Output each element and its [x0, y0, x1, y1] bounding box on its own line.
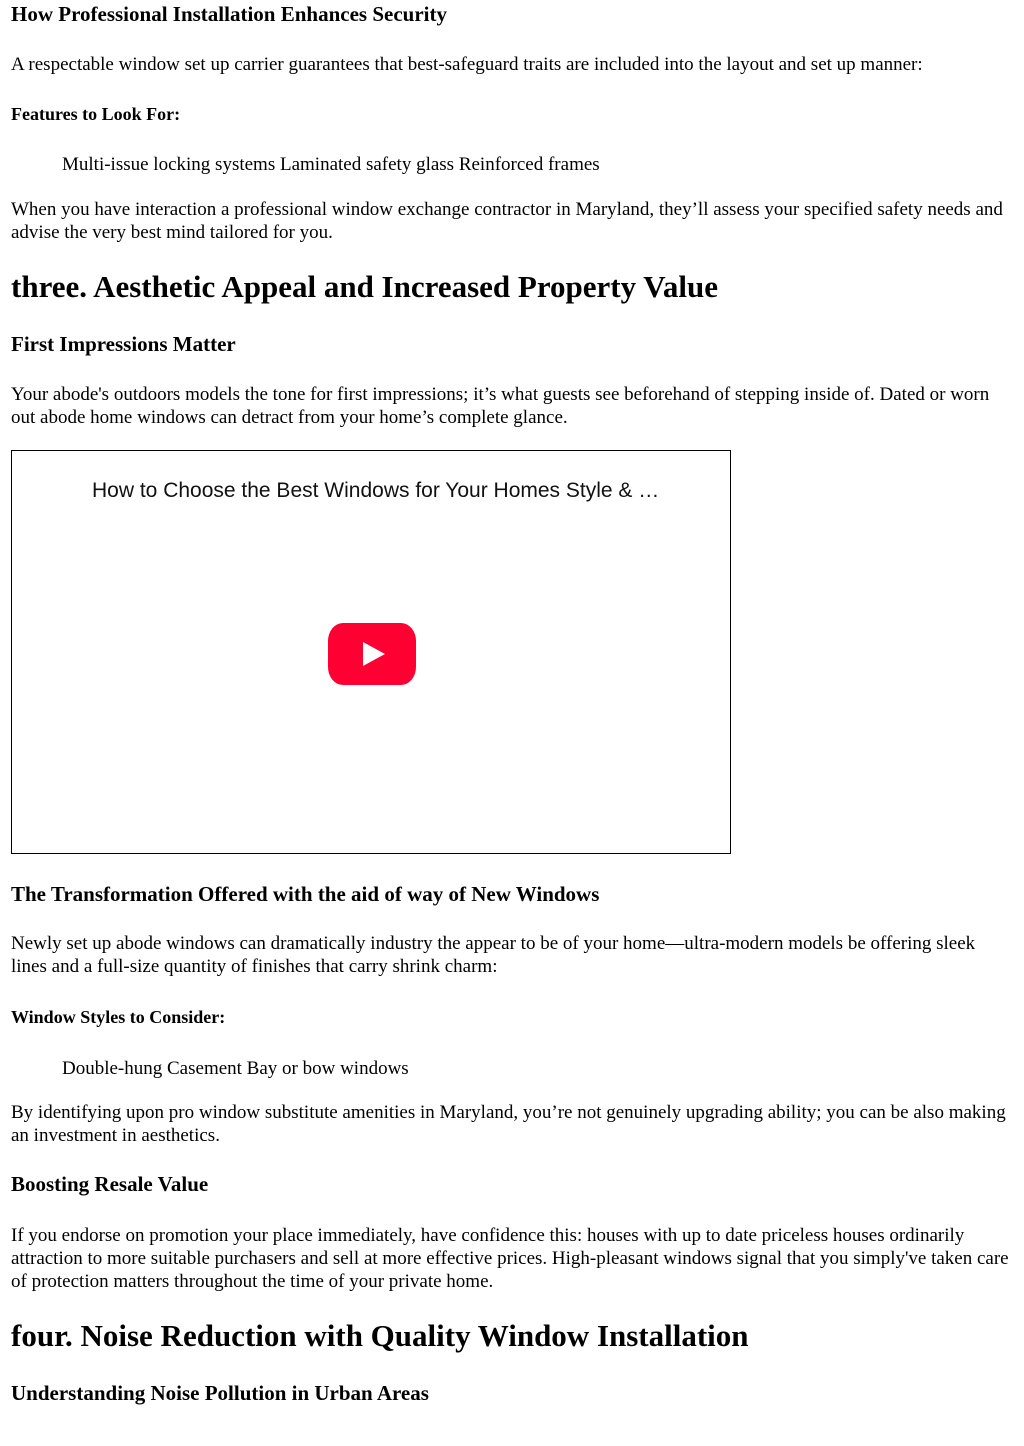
- play-icon: [328, 623, 416, 685]
- first-impressions-heading: First Impressions Matter: [11, 332, 236, 356]
- security-heading: How Professional Installation Enhances Security: [11, 2, 447, 26]
- transformation-text: Newly set up abode windows can dramatically industry the appear to be of your home—ultra-modern models be offering sleek lines and a full-size quantity of finishes that carry shrink charm:: [11, 933, 976, 977]
- first-impressions-text: Your abode's outdoors models the tone for first impressions; it’s what guests see beforehand of stepping inside of. Dated or worn out abode home windows can detract from your home’s complete glance.: [11, 384, 990, 428]
- features-list: Multi-issue locking systems Laminated safety glass Reinforced frames: [62, 154, 600, 175]
- security-intro: A respectable window set up carrier guarantees that best-safeguard traits are included into the layout and set up manner:: [11, 54, 923, 75]
- resale-heading: Boosting Resale Value: [11, 1172, 209, 1196]
- styles-label: Window Styles to Consider:: [11, 1007, 226, 1027]
- noise-heading: four. Noise Reduction with Quality Window Installation: [11, 1318, 749, 1353]
- noise-subheading: Understanding Noise Pollution in Urban Areas: [11, 1381, 429, 1405]
- resale-text: If you endorse on promotion your place immediately, have confidence this: houses with up to date priceless houses ordinarily attraction to more suitable purchasers and sell at more effective prices. High-pleasant windows signal that you simply've taken care of protection matters throughout the time of your private home.: [11, 1225, 1009, 1292]
- video-title[interactable]: How to Choose the Best Windows for Your Homes Style & …: [92, 479, 660, 502]
- features-label: Features to Look For:: [11, 104, 181, 124]
- aesthetic-heading: three. Aesthetic Appeal and Increased Property Value: [11, 269, 718, 304]
- transformation-heading: The Transformation Offered with the aid of way of New Windows: [11, 882, 600, 906]
- play-button[interactable]: [328, 623, 416, 685]
- video-embed[interactable]: [11, 450, 731, 854]
- investment-text: By identifying upon pro window substitute amenities in Maryland, you’re not genuinely upgrading ability; you can be also making an investment in aesthetics.: [11, 1102, 1006, 1146]
- styles-list: Double-hung Casement Bay or bow windows: [62, 1058, 409, 1079]
- security-outro: When you have interaction a professional window exchange contractor in Maryland, they’ll assess your specified safety needs and advise the very best mind tailored for you.: [11, 199, 1003, 243]
